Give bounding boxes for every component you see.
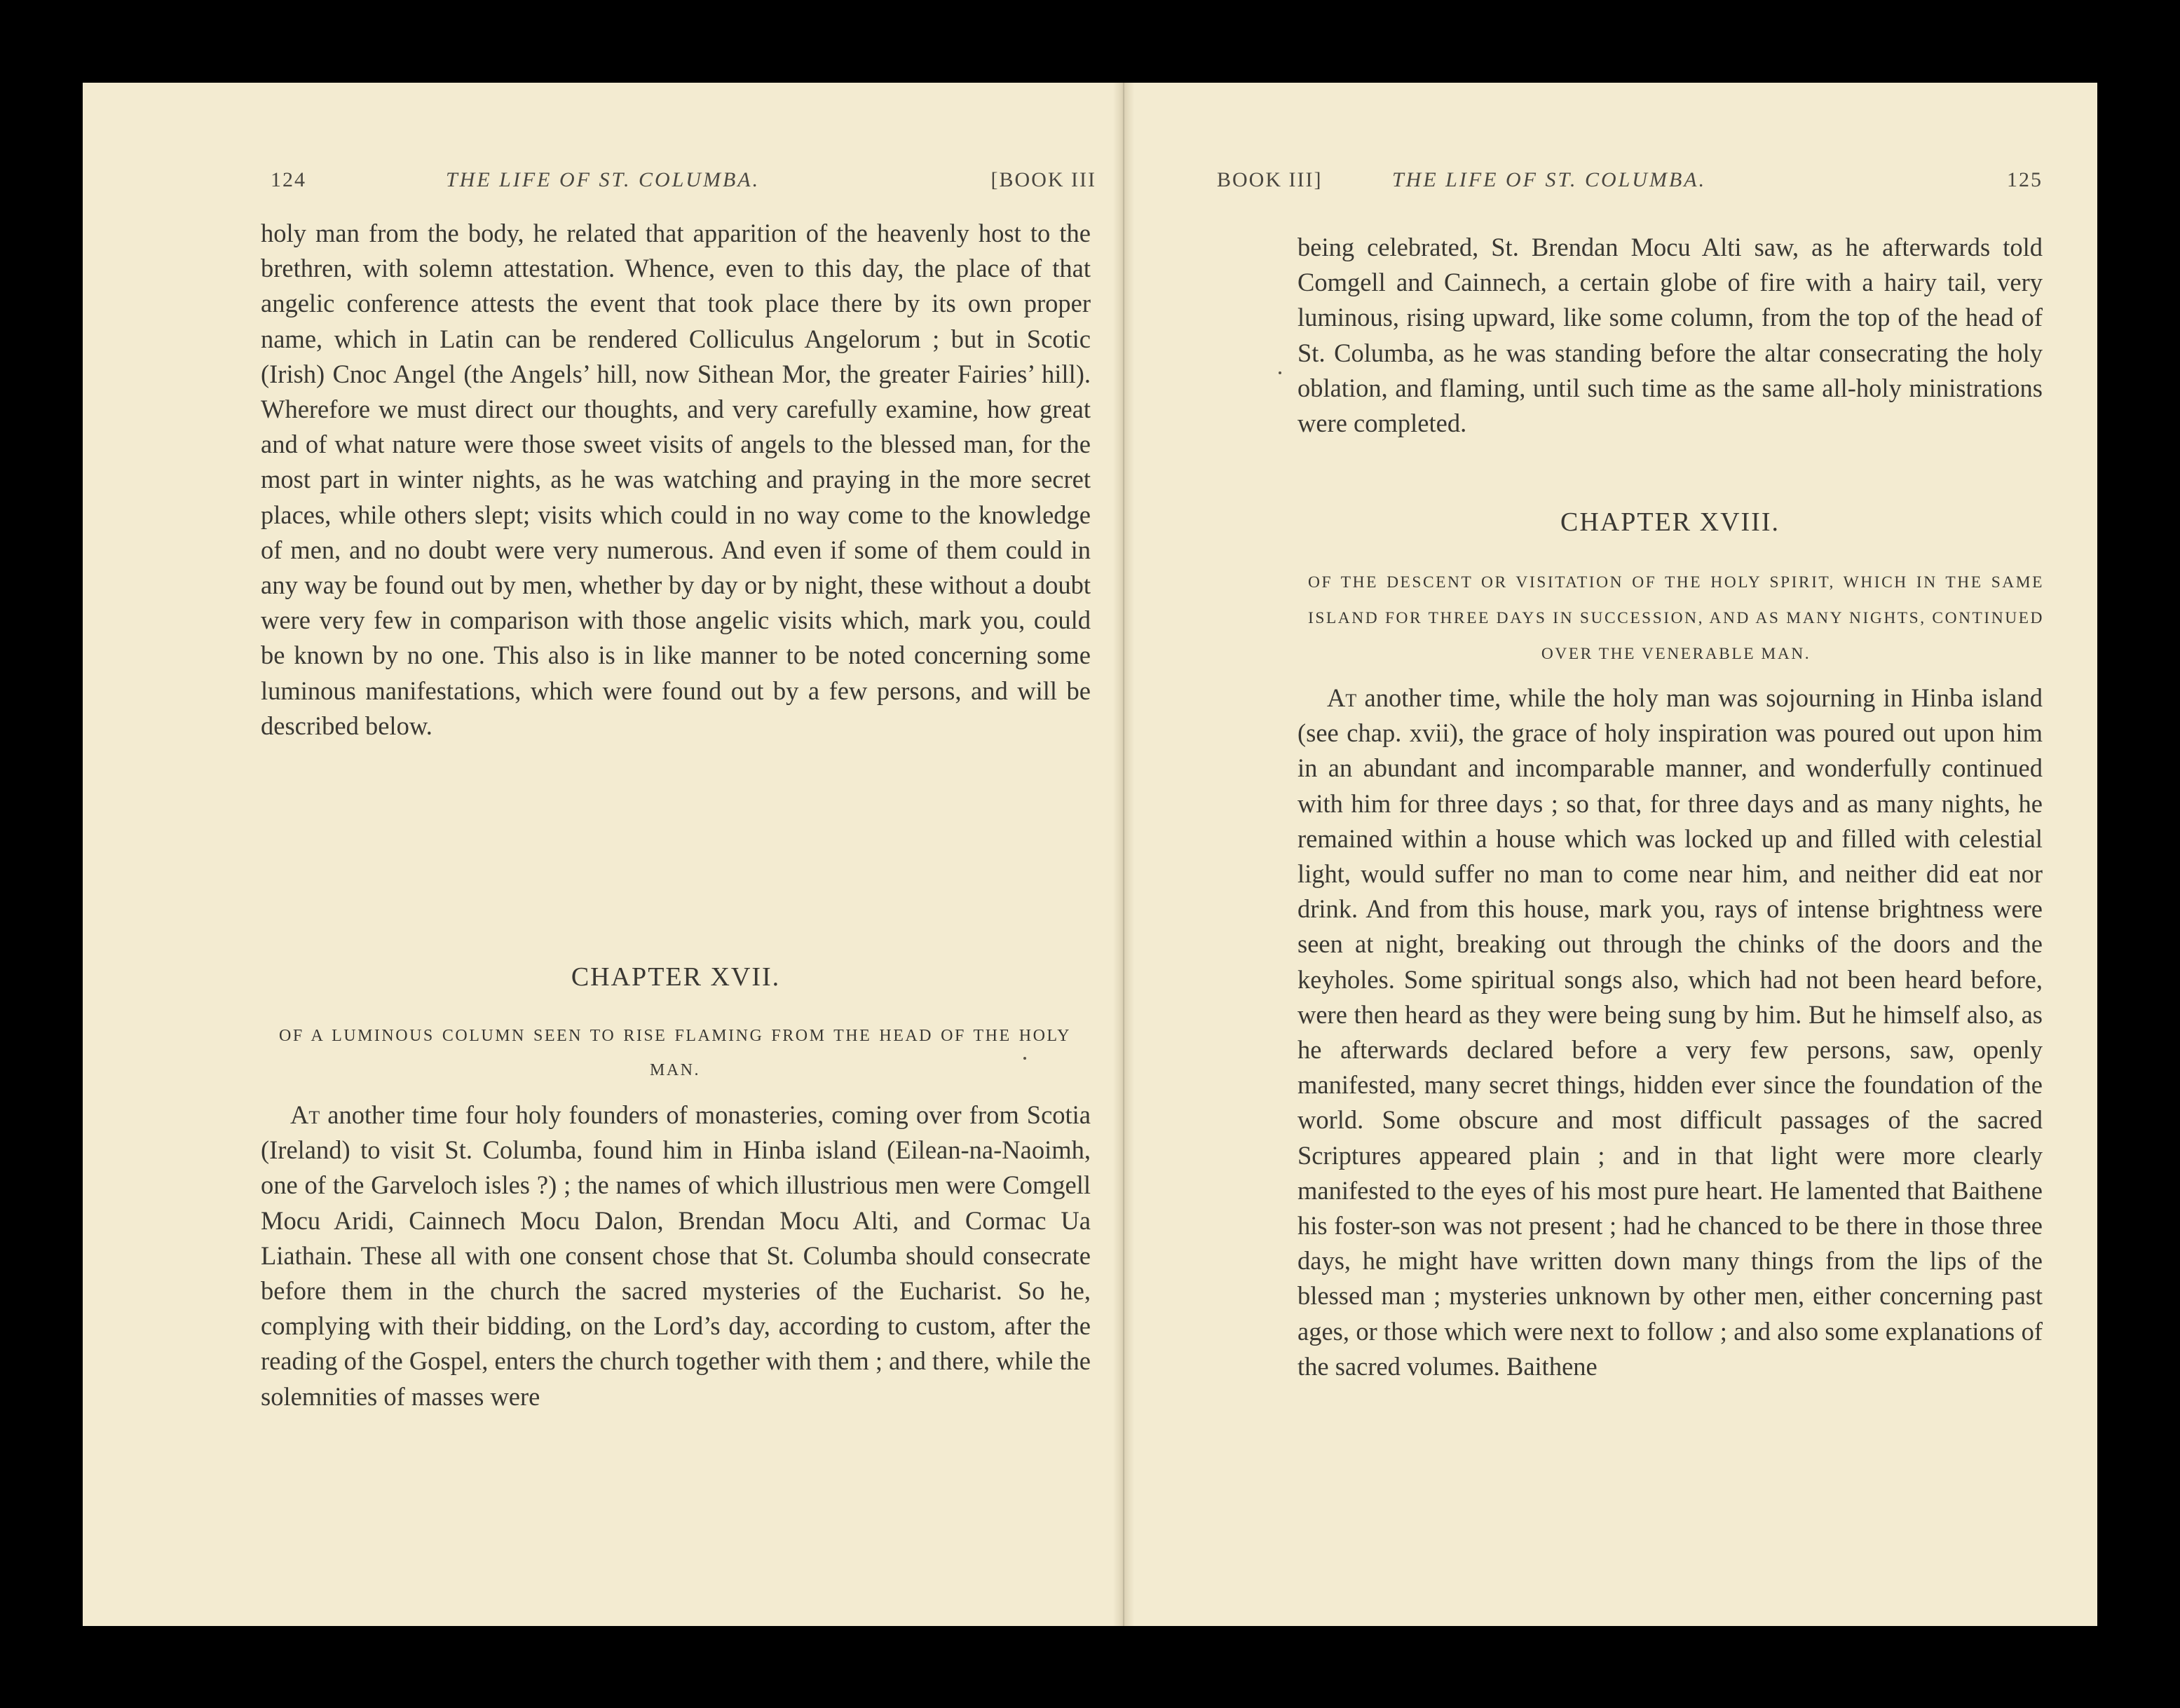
continuation-paragraph — [261, 216, 1091, 744]
chapter-body — [1297, 681, 2043, 1384]
page-gutter — [1113, 83, 1134, 1626]
page-number: 124 — [271, 168, 306, 191]
running-title: THE LIFE OF ST. COLUMBA. — [1392, 168, 1707, 191]
book-marker: [BOOK III — [990, 168, 1096, 191]
right-page — [1134, 83, 2097, 1626]
chapter-heading: CHAPTER XVIII. — [1560, 507, 1780, 537]
page-number: 125 — [2007, 168, 2043, 191]
chapter-body — [261, 1098, 1091, 1414]
opening-word: At — [290, 1100, 320, 1129]
paper-speck — [1023, 1057, 1026, 1060]
left-page — [83, 83, 1124, 1626]
chapter-subtitle: OF A LUMINOUS COLUMN SEEN TO RISE FLAMING FROM THE HEAD OF THE HOLY MAN. — [279, 1027, 1071, 1079]
book-marker: BOOK III] — [1217, 168, 1323, 191]
paragraph-text: being celebrated, St. Brendan Mocu Alti saw, as he afterwards told Comgell and Cainnech, a certain globe of fire with a hairy tail, very luminous, rising upward, like some column, from the top of the head of St. Columba, as he was standing before the altar consecrating the holy oblation, and flaming, until such time as the same all-holy ministrations were completed. — [1297, 233, 2043, 438]
paper-speck — [1279, 371, 1281, 374]
book-spread — [83, 83, 2097, 1626]
chapter-paragraph — [1297, 681, 2043, 1384]
running-title: THE LIFE OF ST. COLUMBA. — [446, 168, 761, 191]
paragraph-text: another time, while the holy man was sojourning in Hinba island (see chap. xvii), the grace of holy inspiration was poured out upon him in an abundant and incomparable manner, and wonderfully continued with him for three days ; so that, for three days and as many nights, he remained within a house which was locked up and filled with celestial light, would suffer no man to come near him, and neither did eat nor drink. And from this house, mark you, rays of intense brightness were seen at night, breaking out through the chinks of the doors and the keyholes. Some spiritual songs also, which had not been heard before, were then heard as they were being sung by him. But he himself also, as he afterwards declared before a very few persons, saw, openly manifested, many secret things, hidden ever since the foundation of the world. Some obscure and most difficult passages of the sacred Scriptures appeared plain ; and in that light were more clearly manifested to the eyes of his most pure heart. He lamented that Baithene his foster-son was not present ; had he chanced to be there in those three days, he might have written down many things from the lips of the blessed man ; mysteries unknown by other men, either concerning past ages, or those which were next to follow ; and also some explanations of the sacred volumes. Baithene — [1297, 683, 2043, 1381]
chapter-paragraph — [261, 1098, 1091, 1414]
chapter-subtitle: OF THE DESCENT OR VISITATION OF THE HOLY SPIRIT, WHICH IN THE SAME ISLAND FOR THREE DAYS IN SUCCESSION, AND AS MANY NIGHTS, CONTINUED OVER THE VENERABLE MAN. — [1308, 573, 2044, 663]
running-head-right — [1217, 168, 2043, 199]
paragraph-text: another time four holy founders of monasteries, coming over from Scotia (Ireland) to visit St. Columba, found him in Hinba island (Eilean-na-Naoimh, one of the Garveloch isles ?) ; the names of which illustrious men were Comgell Mocu Aridi, Cainnech Mocu Dalon, Brendan Mocu Alti, and Cormac Ua Liathain. These all with one consent chose that St. Columba should consecrate before them in the church the sacred mysteries of the Eucharist. So he, complying with their bidding, on the Lord’s day, according to custom, after the reading of the Gospel, enters the church together with them ; and there, while the solemnities of masses were — [261, 1100, 1091, 1411]
chapter-heading: CHAPTER XVII. — [571, 962, 781, 992]
opening-word: At — [1327, 683, 1357, 712]
continuation-paragraph — [1297, 230, 2043, 441]
paragraph-text: holy man from the body, he related that apparition of the heavenly host to the brethren, with solemn attestation. Whence, even to this day, the place of that angelic conference attests the event that took place there by its own proper name, which in Latin can be rendered Colliculus Angelorum ; but in Scotic (Irish) Cnoc Angel (the Angels’ hill, now Sithean Mor, the greater Fairies’ hill). Wherefore we must direct our thoughts, and very carefully examine, how great and of what nature were those sweet visits of angels to the blessed man, for the most part in winter nights, as he was watching and praying in the more secret places, while others slept; visits which could in no way come to the knowledge of men, and no doubt were very numerous. And even if some of them could in any way be found out by men, whether by day or by night, these without a doubt were very few in comparison with those angelic visits which, mark you, could be known by no one. This also is in like manner to be noted concerning some luminous manifestations, which were found out by a few persons, and will be described below. — [261, 219, 1091, 740]
running-head-left — [271, 168, 1096, 199]
